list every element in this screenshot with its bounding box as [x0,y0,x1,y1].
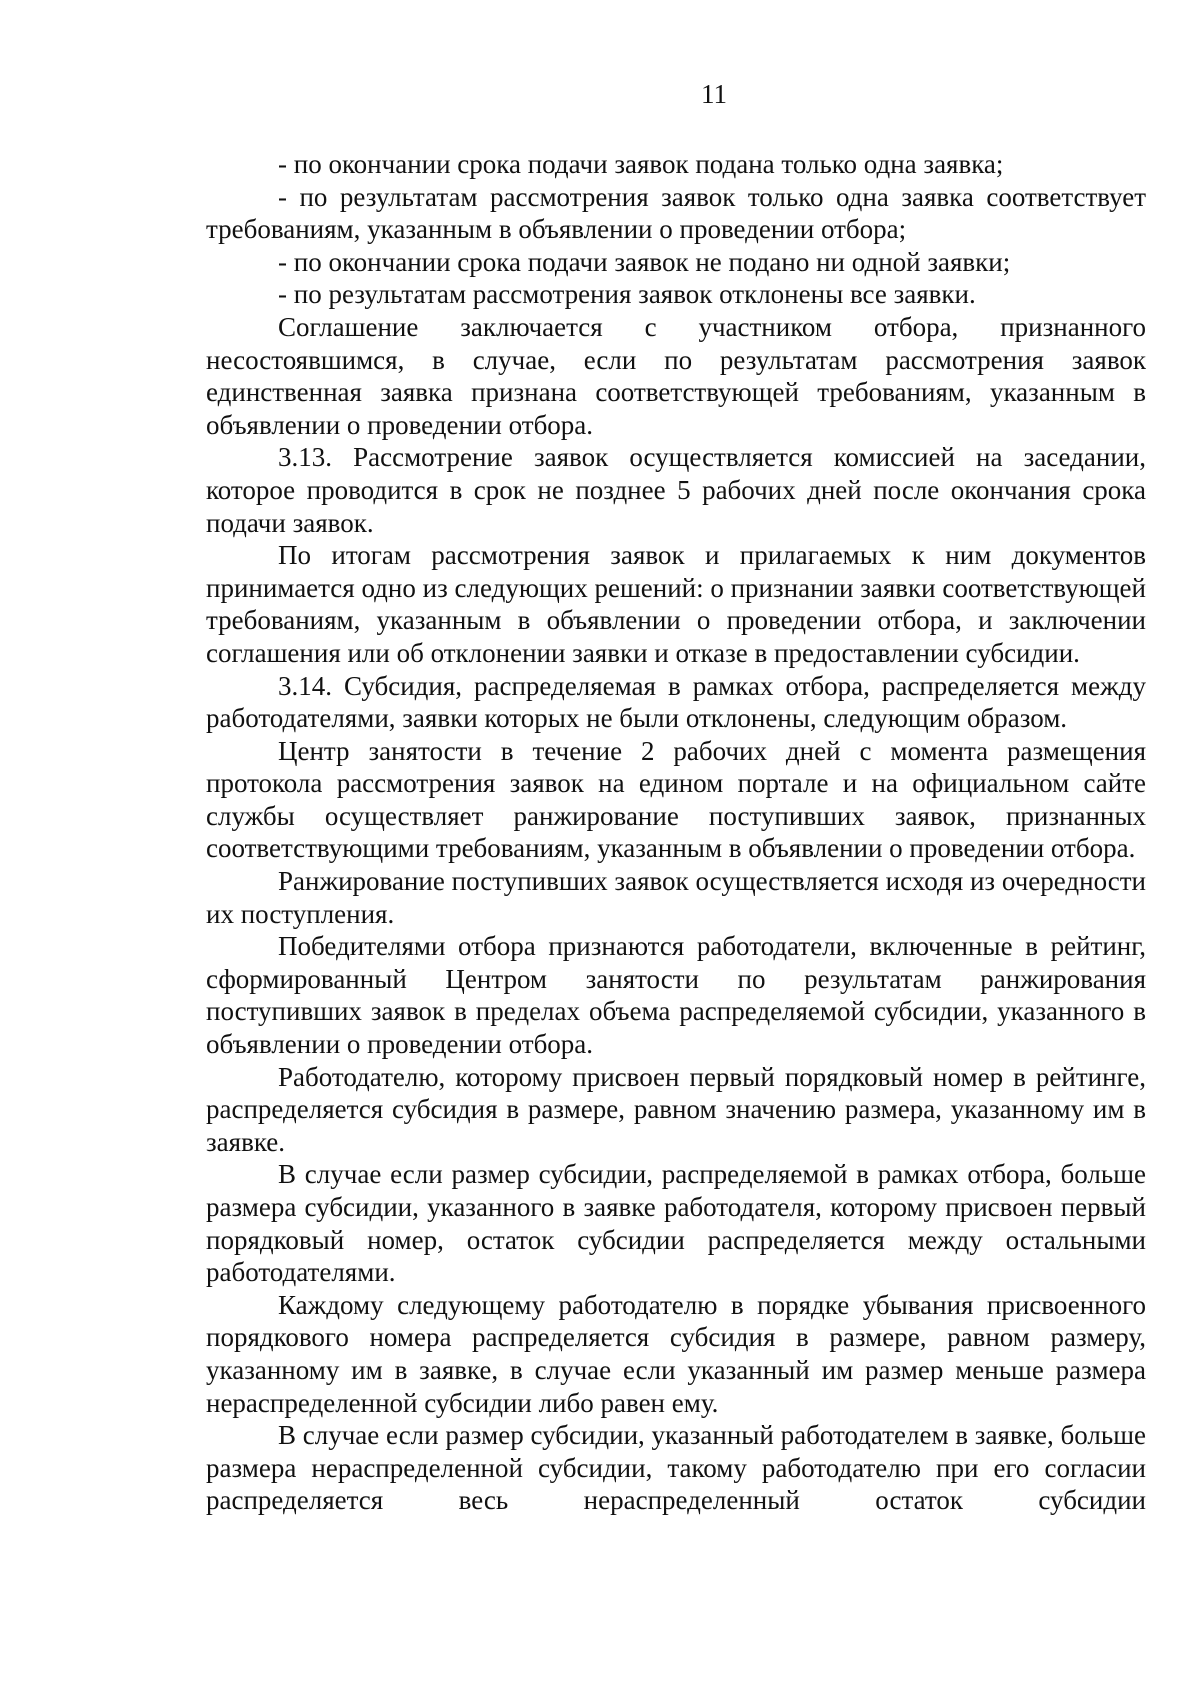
paragraph: В случае если размер субсидии, распределяемой в рамках отбора, больше размера субсидии, указанного в заявке работодателя, которому присвоен первый порядковый номер, остаток субсидии распределяется между остальными работодателями. [206,1159,1146,1288]
paragraph: 3.14. Субсидия, распределяемая в рамках отбора, распределяется между работодателями, заявки которых не были отклонены, следующим образом. [206,670,1146,734]
paragraph: - по окончании срока подачи заявок подана только одна заявка; [278,149,1004,179]
page-number: 11 [701,79,727,109]
paragraph: - по окончании срока подачи заявок не подано ни одной заявки; [278,246,1011,277]
paragraph: Работодателю, которому присвоен первый порядковый номер в рейтинге, распределяется субсидия в размере, равном значению размера, указанному им в заявке. [206,1061,1146,1157]
paragraph: Ранжирование поступивших заявок осуществляется исходя из очередности их поступления. [206,866,1146,929]
paragraph: Соглашение заключается с участником отбора, признанного несостоявшимся, в случае, если по результатам рассмотрения заявок единственная заявка признана соответствующей требованиям, указанным в объявлении о проведении отбора. [206,311,1146,440]
paragraph: Победителями отбора признаются работодатели, включенные в рейтинг, сформированный Центром занятости по результатам ранжирования поступивших заявок в пределах объема распределяемой субсидии, указанного в объявлении о проведении отбора. [206,931,1146,1060]
paragraph: - по результатам рассмотрения заявок отклонены все заявки. [278,279,976,310]
paragraph: По итогам рассмотрения заявок и прилагаемых к ним документов принимается одно из следующих решений: о признании заявки соответствующей требованиям, указанным в объявлении о проведении отбора, и заключении соглашения или об отклонении заявки и отказе в предоставлении субсидии. [206,540,1146,668]
paragraph: 3.13. Рассмотрение заявок осуществляется комиссией на заседании, которое проводится в срок не позднее 5 рабочих дней после окончания срока подачи заявок. [206,442,1146,538]
paragraph: - по результатам рассмотрения заявок только одна заявка соответствует требованиям, указанным в объявлении о проведении отбора; [206,181,1146,245]
paragraph: Каждому следующему работодателю в порядке убывания присвоенного порядкового номера распределяется субсидия в размере, равном размеру, указанному им в заявке, в случае если указанный им размер меньше размера нераспределенной субсидии либо равен ему. [206,1289,1146,1418]
document-body [206,148,1146,1517]
paragraph: В случае если размер субсидии, указанный работодателем в заявке, больше размера нераспределенной субсидии, такому работодателю при его согласии распределяется весь нераспределенный остаток субсидии [206,1420,1146,1516]
paragraph: Центр занятости в течение 2 рабочих дней с момента размещения протокола рассмотрения заявок на едином портале и на официальном сайте службы осуществляет ранжирование поступивших заявок, признанных соответствующими требованиям, указанным в объявлении о проведении отбора. [206,735,1146,864]
